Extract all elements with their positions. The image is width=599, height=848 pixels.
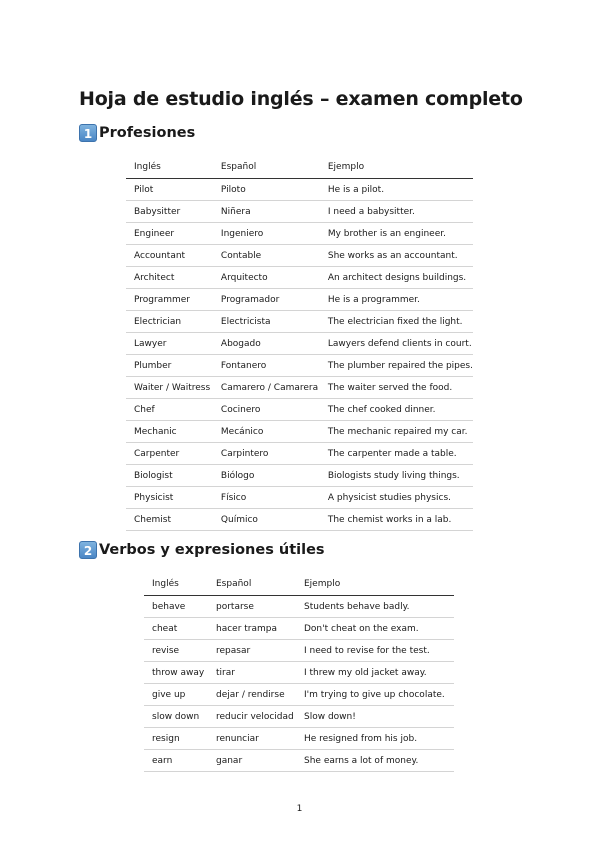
table-cell: hacer trampa (208, 618, 296, 640)
table-cell: Electrician (126, 311, 213, 333)
table-cell: Waiter / Waitress (126, 377, 213, 399)
table-cell: tirar (208, 662, 296, 684)
table-cell: Fontanero (213, 355, 320, 377)
table-cell: cheat (144, 618, 208, 640)
table-cell: The waiter served the food. (320, 377, 473, 399)
table-cell: Pilot (126, 179, 213, 201)
table-cell: Químico (213, 509, 320, 531)
table-cell: Plumber (126, 355, 213, 377)
table-cell: I need a babysitter. (320, 201, 473, 223)
table-row (126, 465, 473, 487)
professions-table (126, 156, 473, 531)
table-row (126, 245, 473, 267)
table-cell: An architect designs buildings. (320, 267, 473, 289)
keycap-one-icon: 1 (79, 124, 97, 142)
column-header: Ejemplo (296, 573, 454, 596)
page-number: 1 (296, 804, 303, 814)
table-cell: A physicist studies physics. (320, 487, 473, 509)
table-row (126, 311, 473, 333)
table-row (144, 662, 454, 684)
table-row (126, 267, 473, 289)
table-cell: I threw my old jacket away. (296, 662, 454, 684)
table-cell: repasar (208, 640, 296, 662)
table-cell: Camarero / Camarera (213, 377, 320, 399)
table-cell: Programmer (126, 289, 213, 311)
table-cell: Students behave badly. (296, 596, 454, 618)
table-cell: give up (144, 684, 208, 706)
table-row (126, 377, 473, 399)
table-row (144, 596, 454, 618)
table-cell: Physicist (126, 487, 213, 509)
column-header: Español (213, 156, 320, 179)
table-row (126, 487, 473, 509)
table-row (126, 333, 473, 355)
table-cell: Electricista (213, 311, 320, 333)
column-header: Inglés (144, 573, 208, 596)
table-cell: revise (144, 640, 208, 662)
table-cell: portarse (208, 596, 296, 618)
table-header-row (144, 573, 454, 596)
table-cell: Don't cheat on the exam. (296, 618, 454, 640)
table-cell: My brother is an engineer. (320, 223, 473, 245)
section-heading-profesiones (79, 124, 195, 142)
table-cell: Arquitecto (213, 267, 320, 289)
table-cell: Accountant (126, 245, 213, 267)
table-cell: Architect (126, 267, 213, 289)
table-cell: renunciar (208, 728, 296, 750)
table-cell: She works as an accountant. (320, 245, 473, 267)
table-cell: resign (144, 728, 208, 750)
table-cell: The chemist works in a lab. (320, 509, 473, 531)
table-row (144, 750, 454, 772)
table-cell: Cocinero (213, 399, 320, 421)
table-cell: Programador (213, 289, 320, 311)
section-title: Profesiones (99, 125, 196, 141)
table-cell: He resigned from his job. (296, 728, 454, 750)
table-cell: The electrician fixed the light. (320, 311, 473, 333)
table-cell: Piloto (213, 179, 320, 201)
table-row (126, 399, 473, 421)
table-cell: slow down (144, 706, 208, 728)
table-row (126, 201, 473, 223)
table-cell: Carpenter (126, 443, 213, 465)
table-cell: He is a programmer. (320, 289, 473, 311)
table-cell: throw away (144, 662, 208, 684)
table-row (126, 355, 473, 377)
table-row (144, 728, 454, 750)
table-cell: Biologists study living things. (320, 465, 473, 487)
table-cell: reducir velocidad (208, 706, 296, 728)
table-row (126, 223, 473, 245)
table-cell: Engineer (126, 223, 213, 245)
table-cell: Ingeniero (213, 223, 320, 245)
table-row (144, 618, 454, 640)
table-row (126, 179, 473, 201)
column-header: Inglés (126, 156, 213, 179)
table-cell: Contable (213, 245, 320, 267)
table-cell: dejar / rendirse (208, 684, 296, 706)
table-cell: She earns a lot of money. (296, 750, 454, 772)
table-cell: Carpintero (213, 443, 320, 465)
table-row (144, 640, 454, 662)
table-cell: Abogado (213, 333, 320, 355)
table-row (126, 509, 473, 531)
table-cell: Chemist (126, 509, 213, 531)
section-title: Verbos y expresiones útiles (99, 542, 325, 558)
table-cell: Babysitter (126, 201, 213, 223)
table-cell: He is a pilot. (320, 179, 473, 201)
table-cell: I'm trying to give up chocolate. (296, 684, 454, 706)
table-cell: Lawyers defend clients in court. (320, 333, 473, 355)
table-cell: Mecánico (213, 421, 320, 443)
table-cell: Lawyer (126, 333, 213, 355)
table-cell: ganar (208, 750, 296, 772)
table-cell: The mechanic repaired my car. (320, 421, 473, 443)
table-header-row (126, 156, 473, 179)
table-cell: The plumber repaired the pipes. (320, 355, 473, 377)
keycap-two-icon: 2 (79, 541, 97, 559)
table-row (126, 421, 473, 443)
column-header: Ejemplo (320, 156, 473, 179)
table-cell: behave (144, 596, 208, 618)
table-row (144, 706, 454, 728)
table-row (126, 289, 473, 311)
column-header: Español (208, 573, 296, 596)
table-cell: earn (144, 750, 208, 772)
table-row (126, 443, 473, 465)
table-cell: Físico (213, 487, 320, 509)
table-cell: Niñera (213, 201, 320, 223)
document-title: Hoja de estudio inglés – examen completo (79, 88, 523, 110)
table-cell: Mechanic (126, 421, 213, 443)
table-row (144, 684, 454, 706)
table-cell: Biologist (126, 465, 213, 487)
verbs-table (144, 573, 454, 772)
table-cell: The carpenter made a table. (320, 443, 473, 465)
table-cell: Chef (126, 399, 213, 421)
section-heading-verbos (79, 541, 325, 559)
table-cell: Biólogo (213, 465, 320, 487)
table-cell: The chef cooked dinner. (320, 399, 473, 421)
table-cell: Slow down! (296, 706, 454, 728)
table-cell: I need to revise for the test. (296, 640, 454, 662)
